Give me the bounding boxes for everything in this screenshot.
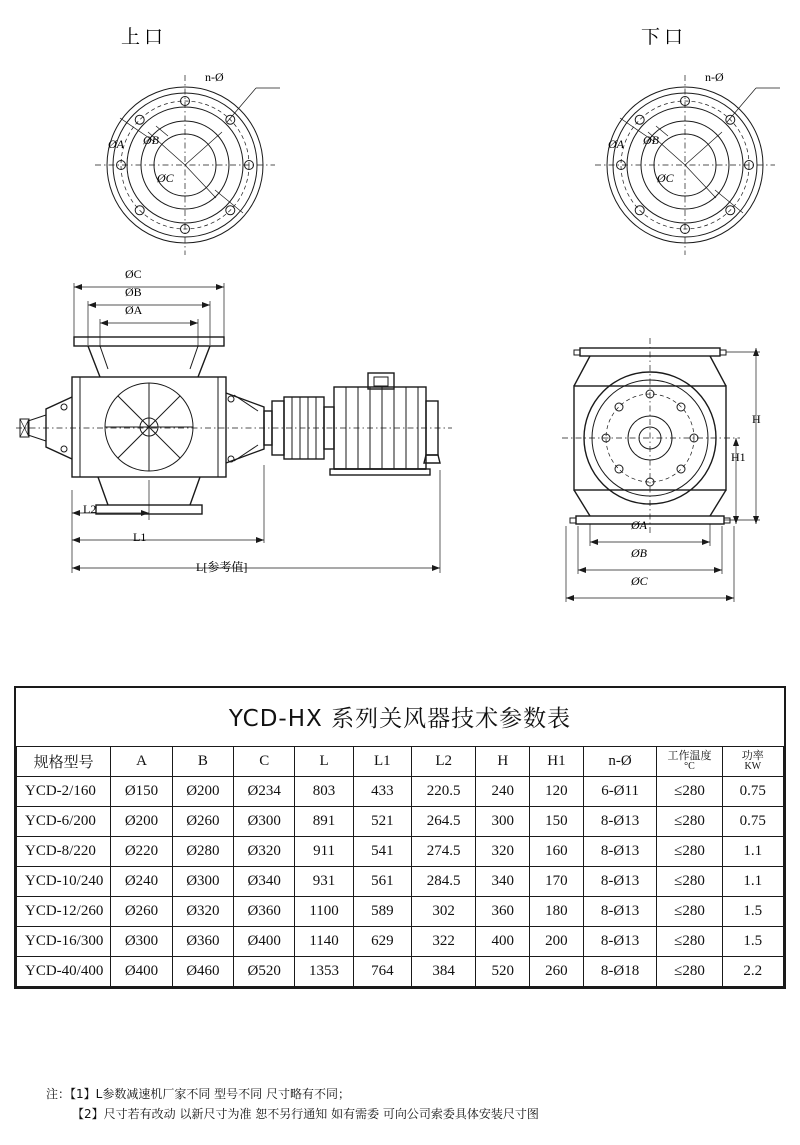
cell-l1: 629: [353, 927, 411, 957]
th-b: B: [172, 747, 233, 777]
cell-power: 2.2: [722, 957, 783, 987]
cell-power: 1.1: [722, 867, 783, 897]
cell-temperature: ≤280: [657, 807, 722, 837]
view-title-top-outlet: 下口: [641, 26, 688, 48]
cell-h: 520: [476, 957, 530, 987]
cell-l1: 521: [353, 807, 411, 837]
front-dim-a-label: ØA: [125, 303, 143, 317]
cell-h1: 200: [530, 927, 584, 957]
footnotes: [46, 1085, 539, 1125]
th-working-temperature: [657, 747, 722, 777]
cell-temperature: ≤280: [657, 927, 722, 957]
cell-b: Ø460: [172, 957, 233, 987]
cell-l1: 541: [353, 837, 411, 867]
front-dim-l2-label: L2: [83, 502, 97, 516]
cell-c: Ø520: [234, 957, 295, 987]
table-row: [17, 837, 784, 867]
side-dim-a-label: ØA: [631, 518, 647, 532]
cell-h1: 160: [530, 837, 584, 867]
cell-c: Ø320: [234, 837, 295, 867]
footnote-line-1: 注：【1】L参数减速机厂家不同 型号不同 尺寸略有不同；: [46, 1087, 350, 1101]
top-outlet-dia-b-label: ØB: [643, 133, 659, 147]
cell-l2: 220.5: [411, 777, 475, 807]
cell-n-hole: 8-Ø13: [583, 897, 657, 927]
cell-a: Ø240: [111, 867, 172, 897]
cell-a: Ø220: [111, 837, 172, 867]
cell-l1: 764: [353, 957, 411, 987]
cell-l2: 274.5: [411, 837, 475, 867]
cell-h: 240: [476, 777, 530, 807]
top-inlet-dia-a-label: ØA: [108, 137, 124, 151]
th-a: A: [111, 747, 172, 777]
table-header-row: [17, 747, 784, 777]
table-body: [17, 777, 784, 987]
top-inlet-dia-c-label: ØC: [157, 171, 174, 185]
table-row: [17, 867, 784, 897]
cell-h: 340: [476, 867, 530, 897]
cell-power: 1.1: [722, 837, 783, 867]
cell-l1: 589: [353, 897, 411, 927]
cell-l: 931: [295, 867, 353, 897]
th-model: 规格型号: [17, 747, 111, 777]
top-outlet-n-hole-label: n-Ø: [705, 70, 724, 84]
cell-l: 911: [295, 837, 353, 867]
cell-l1: 561: [353, 867, 411, 897]
cell-temperature: ≤280: [657, 867, 722, 897]
top-inlet-n-hole-label: n-Ø: [205, 70, 224, 84]
cell-b: Ø300: [172, 867, 233, 897]
cell-b: Ø280: [172, 837, 233, 867]
th-n-hole: n-Ø: [583, 747, 657, 777]
cell-l: 891: [295, 807, 353, 837]
cell-model: YCD-6/200: [17, 807, 111, 837]
th-h1: H1: [530, 747, 584, 777]
cell-n-hole: 8-Ø13: [583, 867, 657, 897]
side-dim-h-label: H: [752, 412, 761, 426]
cell-a: Ø400: [111, 957, 172, 987]
th-l: L: [295, 747, 353, 777]
top-inlet-flange-drawing: [60, 70, 320, 260]
cell-l2: 284.5: [411, 867, 475, 897]
th-c: C: [234, 747, 295, 777]
cell-model: YCD-40/400: [17, 957, 111, 987]
cell-l: 1140: [295, 927, 353, 957]
cell-h: 360: [476, 897, 530, 927]
cell-c: Ø340: [234, 867, 295, 897]
cell-b: Ø260: [172, 807, 233, 837]
side-elevation-drawing: [560, 330, 800, 630]
th-h: H: [476, 747, 530, 777]
cell-c: Ø300: [234, 807, 295, 837]
top-outlet-dia-a-label: ØA: [608, 137, 624, 151]
cell-h: 400: [476, 927, 530, 957]
cell-n-hole: 8-Ø13: [583, 837, 657, 867]
cell-model: YCD-8/220: [17, 837, 111, 867]
th-power: [722, 747, 783, 777]
cell-l: 803: [295, 777, 353, 807]
cell-b: Ø360: [172, 927, 233, 957]
side-dim-c-label: ØC: [631, 574, 648, 588]
cell-h: 320: [476, 837, 530, 867]
cell-c: Ø400: [234, 927, 295, 957]
cell-h1: 180: [530, 897, 584, 927]
cell-l2: 384: [411, 957, 475, 987]
cell-temperature: ≤280: [657, 837, 722, 867]
cell-a: Ø200: [111, 807, 172, 837]
table-row: [17, 927, 784, 957]
table-row: [17, 957, 784, 987]
cell-b: Ø200: [172, 777, 233, 807]
spec-table: [16, 688, 784, 987]
top-inlet-dia-b-label: ØB: [143, 133, 159, 147]
th-power-unit: KW: [744, 761, 762, 773]
footnote-line-2: 【2】尺寸若有改动 以新尺寸为准 恕不另行通知 如有需委 可向公司索委具体安装尺寸图: [72, 1106, 539, 1121]
th-l2: L2: [411, 747, 475, 777]
cell-h1: 260: [530, 957, 584, 987]
cell-temperature: ≤280: [657, 957, 722, 987]
cell-h1: 150: [530, 807, 584, 837]
cell-n-hole: 8-Ø13: [583, 807, 657, 837]
view-title-top-inlet: 上口: [121, 26, 168, 48]
cell-l: 1353: [295, 957, 353, 987]
th-temp-top: 工作温度: [667, 749, 712, 763]
th-power-top: 功率: [741, 749, 764, 763]
front-dim-l1-label: L1: [133, 530, 147, 544]
cell-h1: 170: [530, 867, 584, 897]
cell-l2: 302: [411, 897, 475, 927]
cell-h: 300: [476, 807, 530, 837]
cell-model: YCD-2/160: [17, 777, 111, 807]
cell-model: YCD-10/240: [17, 867, 111, 897]
side-dim-h1-label: H1: [731, 450, 746, 464]
cell-power: 1.5: [722, 897, 783, 927]
cell-a: Ø150: [111, 777, 172, 807]
cell-power: 1.5: [722, 927, 783, 957]
th-temp-unit: °C: [684, 761, 695, 773]
spec-table-container: [14, 686, 786, 989]
cell-model: YCD-12/260: [17, 897, 111, 927]
cell-model: YCD-16/300: [17, 927, 111, 957]
front-dim-l-label: L[参考值]: [196, 560, 248, 574]
cell-c: Ø234: [234, 777, 295, 807]
front-dim-c-label: ØC: [125, 267, 142, 281]
cell-b: Ø320: [172, 897, 233, 927]
cell-l1: 433: [353, 777, 411, 807]
top-outlet-flange-drawing: [560, 70, 800, 260]
front-elevation-drawing: [12, 265, 482, 605]
table-row: [17, 777, 784, 807]
cell-n-hole: 8-Ø13: [583, 927, 657, 957]
cell-h1: 120: [530, 777, 584, 807]
spec-table-title: YCD-HX 系列关风器技术参数表: [228, 706, 572, 732]
th-l1: L1: [353, 747, 411, 777]
cell-l2: 322: [411, 927, 475, 957]
cell-l: 1100: [295, 897, 353, 927]
front-dim-b-label: ØB: [125, 285, 142, 299]
cell-power: 0.75: [722, 807, 783, 837]
side-dim-b-label: ØB: [631, 546, 647, 560]
cell-n-hole: 8-Ø18: [583, 957, 657, 987]
cell-l2: 264.5: [411, 807, 475, 837]
table-row: [17, 807, 784, 837]
top-outlet-dia-c-label: ØC: [657, 171, 674, 185]
cell-power: 0.75: [722, 777, 783, 807]
cell-c: Ø360: [234, 897, 295, 927]
cell-temperature: ≤280: [657, 777, 722, 807]
table-row: [17, 897, 784, 927]
cell-n-hole: 6-Ø11: [583, 777, 657, 807]
cell-temperature: ≤280: [657, 897, 722, 927]
cell-a: Ø300: [111, 927, 172, 957]
cell-a: Ø260: [111, 897, 172, 927]
